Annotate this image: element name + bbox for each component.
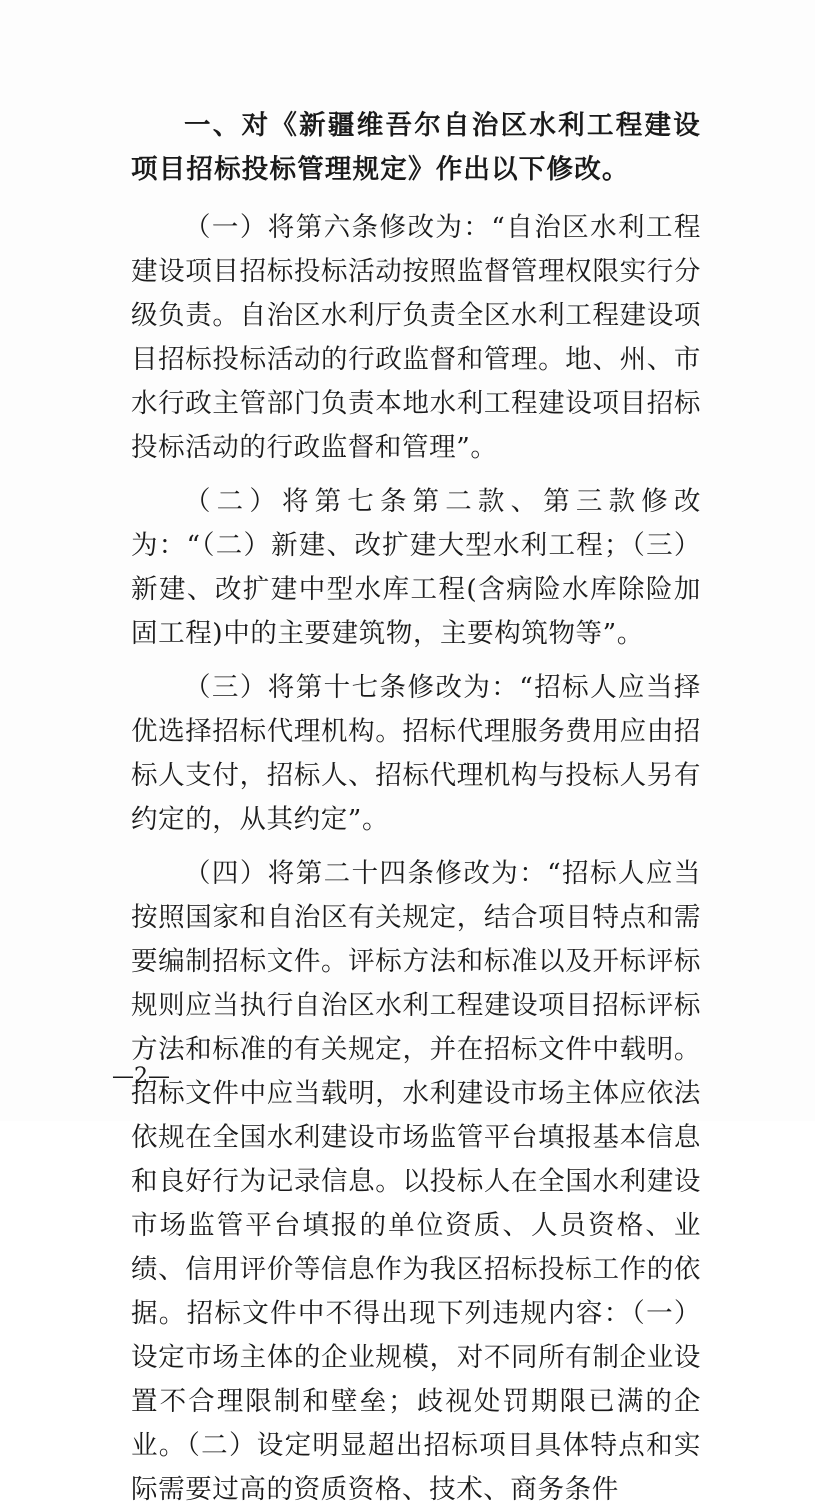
document-body <box>131 104 701 1512</box>
amendment-item-4: （四）将第二十四条修改为：“招标人应当按照国家和自治区有关规定，结合项目特点和需要编制招标文件。评标方法和标准以及开标评标规则应当执行自治区水利工程建设项目招标评标方法和标准的有关规定，并在招标文件中载明。招标文件中应当载明，水利建设市场主体应依法依规在全国水利建设市场监管平台填报基本信息和良好行为记录信息。以投标人在全国水利建设市场监管平台填报的单位资质、人员资格、业绩、信用评价等信息作为我区招标投标工作的依据。招标文件中不得出现下列违规内容：（一）设定市场主体的企业规模，对不同所有制企业设置不合理限制和壁垒；歧视处罚期限已满的企业。（二）设定明显超出招标项目具体特点和实际需要过高的资质资格、技术、商务条件 <box>131 858 701 1505</box>
section-heading: 一、对《新疆维吾尔自治区水利工程建设项目招标投标管理规定》作出以下修改。 <box>131 110 701 185</box>
page-number: —2— <box>112 1064 170 1089</box>
amendment-item-2: （二）将第七条第二款、第三款修改为：“（二）新建、改扩建大型水利工程；（三）新建、改扩建中型水库工程(含病险水库除险加固工程)中的主要建筑物，主要构筑物等”。 <box>131 486 701 649</box>
amendment-item-1: （一）将第六条修改为：“自治区水利工程建设项目招标投标活动按照监督管理权限实行分级负责。自治区水利厅负责全区水利工程建设项目招标投标活动的行政监督和管理。地、州、市水行政主管部门负责本地水利工程建设项目招标投标活动的行政监督和管理”。 <box>131 212 701 463</box>
amendment-item-3: （三）将第十七条修改为：“招标人应当择优选择招标代理机构。招标代理服务费用应由招标人支付，招标人、招标代理机构与投标人另有约定的，从其约定”。 <box>131 672 701 835</box>
